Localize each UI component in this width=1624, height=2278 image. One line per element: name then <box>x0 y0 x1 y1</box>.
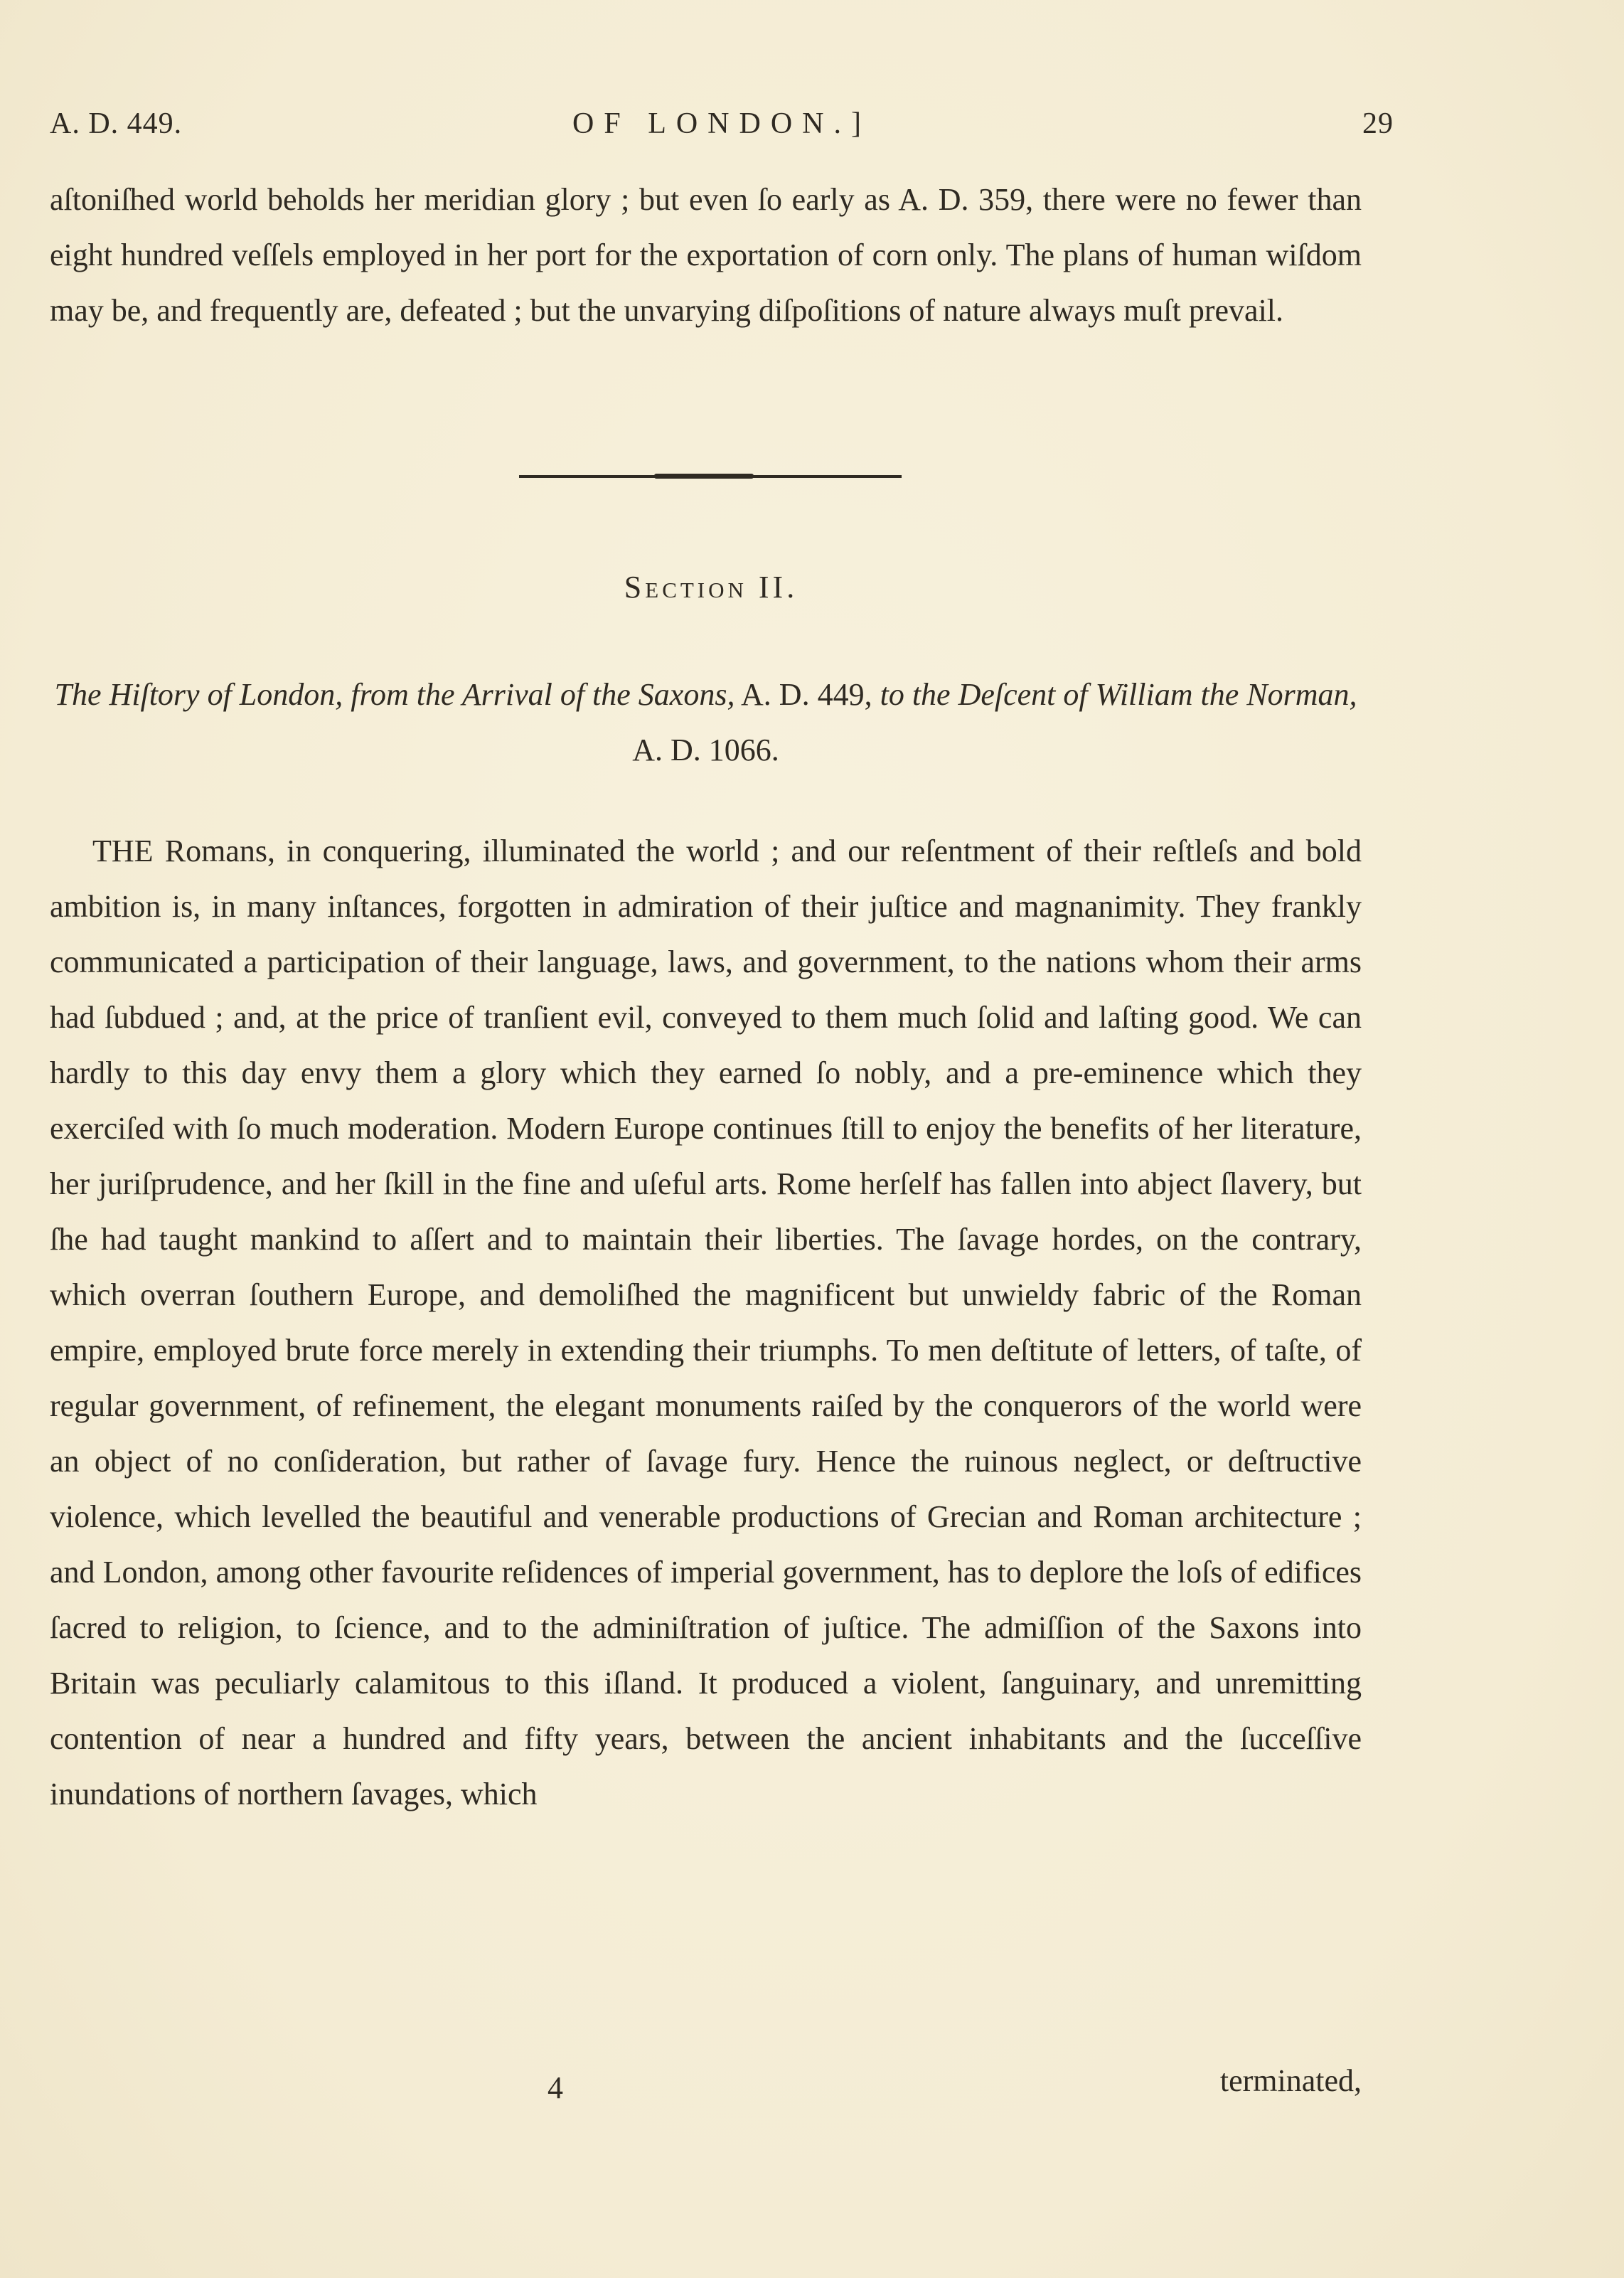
section-title-date2: A. D. 1066. <box>632 733 779 767</box>
catchword: terminated, <box>1219 2063 1362 2098</box>
main-paragraph: THE Romans, in conquering, illuminated the world ; and our reſentment of their reſtleſs and bold ambition is, in many inſtances, forgotten in admiration of their juſtice and magnanimity. They frankly communicated a participation of their language, laws, and government, to the nations whom their arms had ſubdued ; and, at the price of tranſient evil, conveyed to them much ſolid and laſting good. We can hardly to this day envy them a glory which they earned ſo nobly, and a pre-eminence which they exerciſed with ſo much moderation. Modern Europe continues ſtill to enjoy the benefits of her literature, her juriſprudence, and her ſkill in the fine and uſeful arts. Rome herſelf has fallen into abject ſlavery, but ſhe had taught mankind to aſſert and to maintain their liberties. The ſavage hordes, on the contrary, which overran ſouthern Europe, and demoliſhed the magnificent but unwieldy fabric of the Roman empire, employed brute force merely in extending their triumphs. To men deſtitute of letters, of taſte, of regular government, of refinement, the elegant monuments raiſed by the conquerors of the world were an object of no conſideration, but rather of ſavage fury. Hence the ruinous neglect, or deſtructive violence, which levelled the beautiful and venerable productions of Grecian and Roman architecture ; and London, among other favourite reſidences of imperial government, has to deplore the loſs of edifices ſacred to religion, to ſcience, and to the adminiſtration of juſtice. The admiſſion of the Saxons into Britain was peculiarly calamitous to this iſland. It produced a violent, ſanguinary, and unremitting contention of near a hundred and fifty years, between the ancient inhabitants and the ſucceſſive inundations of northern ſavages, which <box>50 834 1362 1811</box>
footer-line <box>50 2063 1362 2112</box>
section-title-part2: to the Deſcent of William the Norman, <box>880 677 1357 712</box>
main-text <box>50 824 1362 1822</box>
header-title: OF LONDON.] <box>572 107 871 140</box>
continuation-paragraph: aſtoniſhed world beholds her meridian glory ; but even ſo early as A. D. 359, there were no fewer than eight hundred veſſels employed in her port for the exportation of corn only. The plans of human wiſdom may be, and frequently are, defeated ; but the unvarying diſpoſitions of nature always muſt prevail. <box>50 182 1362 328</box>
page-number: 29 <box>1362 107 1394 140</box>
continuation-text <box>50 172 1362 339</box>
header-date: A. D. 449. <box>50 107 183 140</box>
section-number: II. <box>758 570 798 605</box>
section-title-date1: A. D. 449, <box>741 677 872 712</box>
signature-mark: 4 <box>547 2070 563 2105</box>
running-head <box>50 107 1394 149</box>
section-label: Section <box>624 570 747 605</box>
section-heading <box>0 569 1422 605</box>
section-title-part1: The Hiſtory of London, from the Arrival of the Saxons, <box>54 677 735 712</box>
section-title <box>50 667 1362 778</box>
section-divider-rule <box>519 475 902 478</box>
